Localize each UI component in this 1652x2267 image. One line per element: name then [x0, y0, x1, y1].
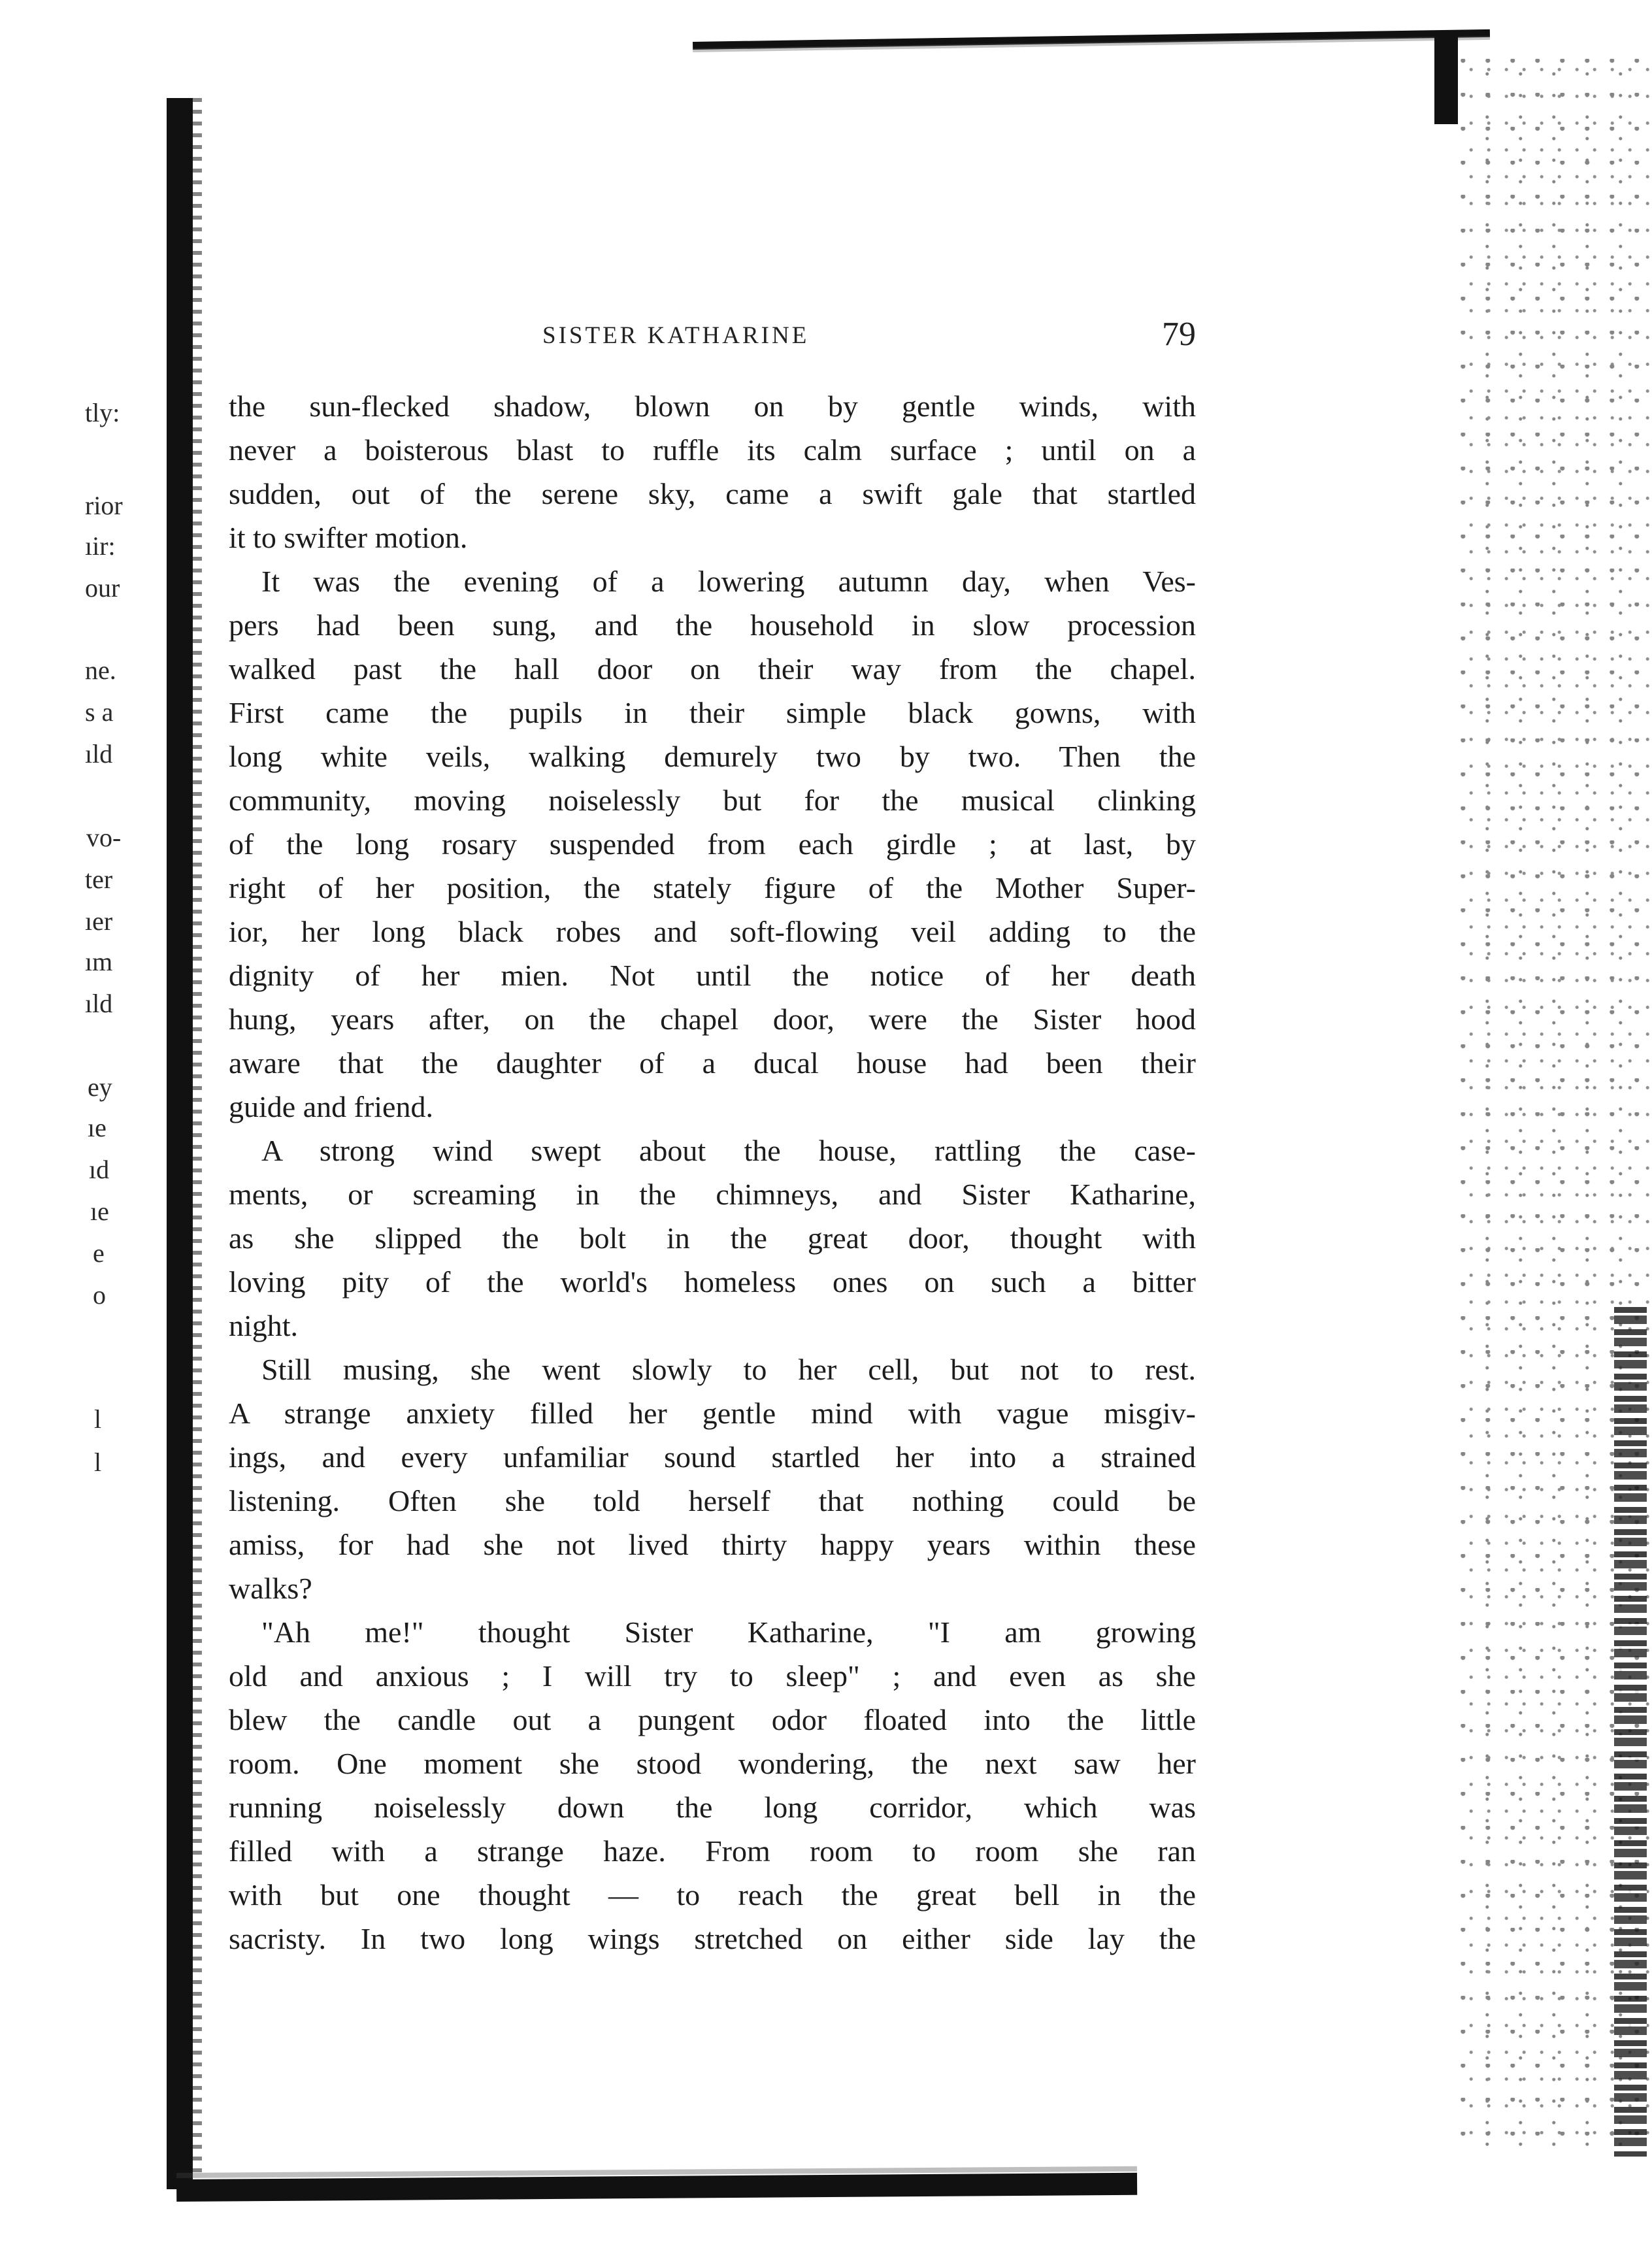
scan-right-strip	[1614, 1307, 1647, 2157]
margin-fragment: ıer	[85, 906, 113, 936]
body-text	[229, 384, 1196, 1961]
margin-fragment: l	[94, 1448, 102, 1477]
text-line: never a boisterous blast to ruffle its calm surface ; until on a	[229, 433, 1196, 467]
margin-fragment: ıd	[89, 1155, 110, 1184]
text-line: sudden, out of the serene sky, came a swift gale that startled	[229, 477, 1196, 510]
text-line: blew the candle out a pungent odor floated into the little	[229, 1703, 1196, 1736]
margin-fragment: vo-	[86, 823, 122, 852]
text-line: ior, her long black robes and soft-flowing veil adding to the	[229, 915, 1196, 948]
text-line: sacristy. In two long wings stretched on either side lay the	[229, 1922, 1196, 1955]
text-line: long white veils, walking demurely two by two. Then the	[229, 740, 1196, 773]
text-line: guide and friend.	[229, 1090, 433, 1123]
text-line: It was the evening of a lowering autumn day, when Ves-	[261, 565, 1196, 598]
text-line: walks?	[229, 1572, 312, 1605]
text-line: with but one thought — to reach the great bell in the	[229, 1878, 1196, 1911]
text-line: A strong wind swept about the house, rattling the case-	[261, 1134, 1196, 1167]
text-line: room. One moment she stood wondering, the next saw her	[229, 1747, 1196, 1780]
margin-fragment: o	[93, 1280, 106, 1310]
text-line: community, moving noiselessly but for the musical clinking	[229, 784, 1196, 817]
text-line: running noiselessly down the long corridor, which was	[229, 1791, 1196, 1824]
text-line: amiss, for had she not lived thirty happy years within these	[229, 1528, 1196, 1561]
scan-top-edge	[693, 29, 1490, 50]
text-line: the sun-flecked shadow, blown on by gentle winds, with	[229, 389, 1196, 423]
margin-fragment: ıir:	[85, 531, 116, 561]
text-line: "Ah me!" thought Sister Katharine, "I am growing	[261, 1615, 1196, 1649]
text-line: listening. Often she told herself that nothing could be	[229, 1484, 1196, 1517]
text-line: filled with a strange haze. From room to room she ran	[229, 1834, 1196, 1868]
text-line: hung, years after, on the chapel door, were the Sister hood	[229, 1002, 1196, 1036]
text-line: it to swifter motion.	[229, 521, 468, 554]
margin-fragment: ım	[85, 947, 113, 976]
margin-fragment: ıe	[88, 1113, 107, 1142]
margin-fragment: ıld	[85, 739, 113, 769]
text-line: old and anxious ; I will try to sleep" ; and even as she	[229, 1659, 1196, 1693]
margin-fragment: l	[94, 1404, 102, 1434]
text-line: loving pity of the world's homeless ones on such a bitter	[229, 1265, 1196, 1299]
text-line: as she slipped the bolt in the great door, thought with	[229, 1221, 1196, 1255]
text-line: Still musing, she went slowly to her cell, but not to rest.	[261, 1353, 1196, 1386]
text-line: of the long rosary suspended from each girdle ; at last, by	[229, 827, 1196, 861]
text-line: right of her position, the stately figure of the Mother Super-	[229, 871, 1196, 904]
margin-fragment: e	[93, 1238, 105, 1268]
margin-fragment: s a	[85, 697, 114, 727]
running-head	[229, 316, 1196, 361]
margin-fragment: our	[85, 573, 120, 603]
text-line: night.	[229, 1309, 299, 1342]
margin-fragment: ter	[85, 865, 113, 894]
running-head-title: SISTER KATHARINE	[542, 322, 810, 349]
text-line: dignity of her mien. Not until the notice of her death	[229, 959, 1196, 992]
margin-fragment: ey	[88, 1072, 112, 1102]
text-line: pers had been sung, and the household in slow procession	[229, 608, 1196, 642]
scan-right-edge	[1434, 33, 1458, 124]
scan-bottom-edge	[176, 2173, 1137, 2202]
text-line: First came the pupils in their simple black gowns, with	[229, 696, 1196, 729]
margin-fragment: ne.	[85, 655, 116, 685]
text-line: A strange anxiety filled her gentle mind with vague misgiv-	[229, 1397, 1196, 1430]
margin-fragment: ıld	[85, 989, 113, 1018]
margin-fragment: ıe	[90, 1197, 109, 1226]
text-line: ments, or screaming in the chimneys, and Sister Katharine,	[229, 1178, 1196, 1211]
margin-fragment: tly:	[85, 398, 120, 427]
margin-fragment: rior	[85, 491, 123, 520]
text-line: aware that the daughter of a ducal house had been their	[229, 1046, 1196, 1080]
text-line: walked past the hall door on their way from the chapel.	[229, 652, 1196, 686]
page-number: 79	[1162, 316, 1196, 353]
scan-binding-shadow	[167, 98, 193, 2189]
text-line: ings, and every unfamiliar sound startled her into a strained	[229, 1440, 1196, 1474]
